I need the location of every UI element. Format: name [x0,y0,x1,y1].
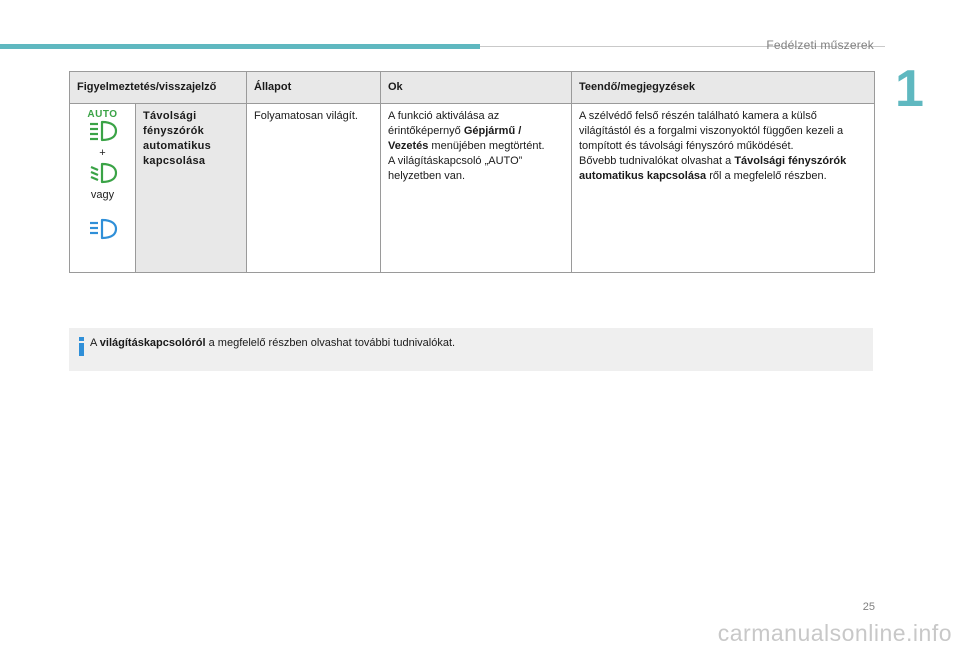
page-number: 25 [862,601,875,613]
info-box [69,328,873,371]
low-beam-icon [88,162,118,184]
header-accent-bar [0,44,480,49]
column-header-indicator: Figyelmeztetés/visszajelző [70,72,247,104]
notes-paragraph-2: Bővebb tudnivalókat olvashat a Távolsági fényszórók automatikus kapcsolása ről a megfelelő részben. [579,155,847,182]
info-icon [78,337,86,356]
column-header-state: Állapot [247,72,381,104]
cause-paragraph-2: A világításkapcsoló „AUTO” helyzetben van. [388,155,523,182]
icon-separator-or: vagy [90,189,115,201]
chapter-number: 1 [895,60,924,118]
watermark: carmanualsonline.info [717,620,952,646]
indicator-name-cell: Távolsági fényszórók automatikus kapcsolása [136,104,247,273]
table-header-row [70,72,875,104]
column-header-notes: Teendő/megjegyzések [572,72,875,104]
cause-paragraph-1: A funkció aktiválása az érintőképernyő Gépjármű / Vezetés menüjében megtörtént. [388,110,545,152]
high-beam-icon [88,218,118,240]
cause-cell [381,104,572,273]
state-cell: Folyamatosan világít. [247,104,381,273]
section-title: Fedélzeti műszerek [766,38,874,52]
column-header-cause: Ok [381,72,572,104]
table-row [70,104,875,273]
auto-high-beam-icon [88,120,118,142]
info-text: A világításkapcsolóról a megfelelő részben olvashat további tudnivalókat. [90,337,456,349]
auto-label: AUTO [87,109,118,120]
notes-cell [572,104,875,273]
warning-table [69,71,875,273]
icon-separator-plus: + [99,147,106,159]
indicator-icons-cell [70,104,136,273]
notes-paragraph-1: A szélvédő felső részén található kamera a külső világítástól és a forgalmi viszonyoktól függően kezeli a tompított és távolsági fényszóró működését. [579,110,844,152]
